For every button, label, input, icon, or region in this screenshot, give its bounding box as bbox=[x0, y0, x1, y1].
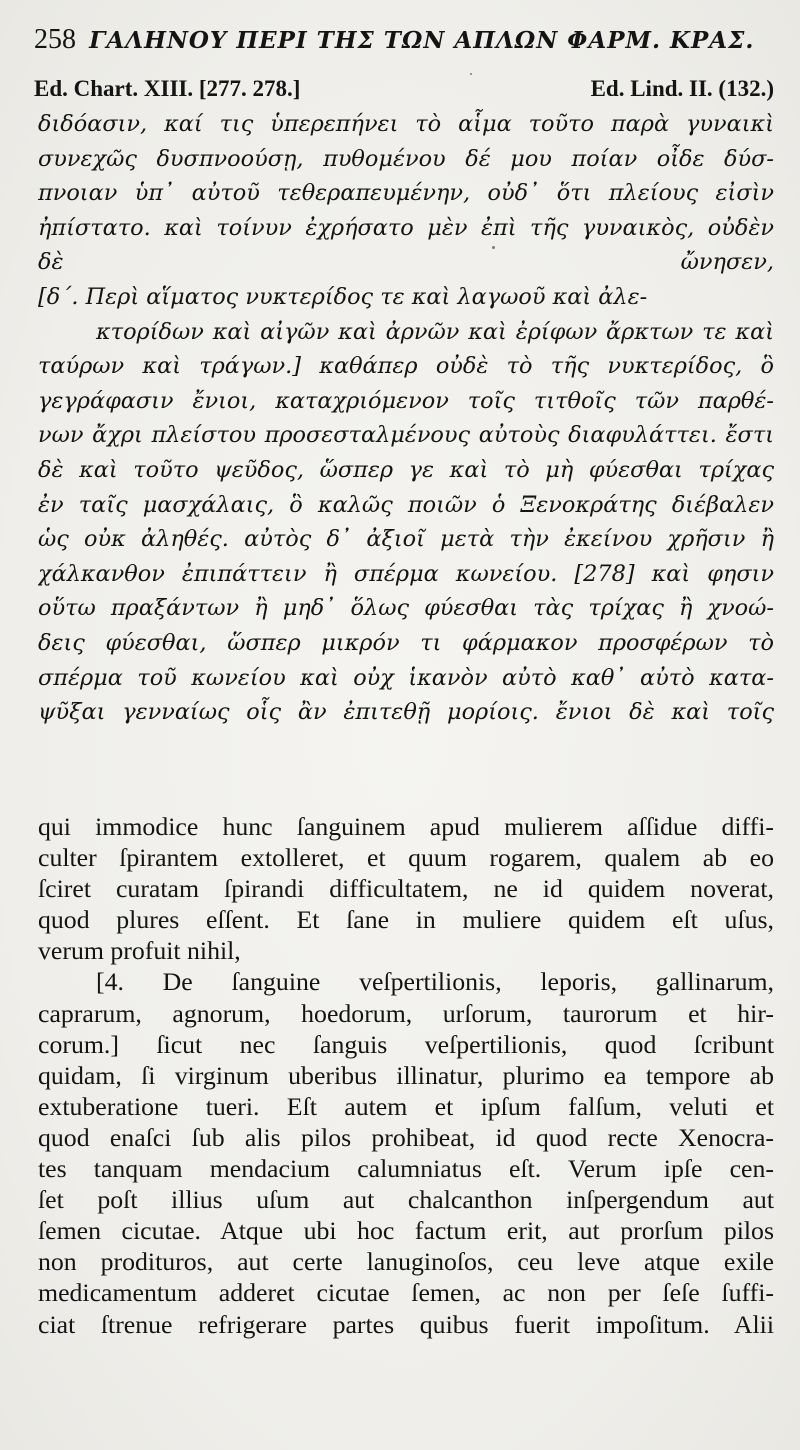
greek-line: συνεχῶς δυσπνοούσῃ, πυθομένου δέ μου ποίαν οἶδε δύσ- bbox=[38, 145, 774, 172]
greek-line: δὲ ὤνησεν, bbox=[38, 249, 774, 276]
greek-line: [δ΄. Περὶ αἵματος νυκτερίδος τε καὶ λαγωοῦ καὶ ἀλε- bbox=[38, 283, 648, 310]
greek-line: ταύρων καὶ τράγων.] καθάπερ οὐδὲ τὸ τῆς νυκτερίδος, ὃ bbox=[38, 353, 774, 380]
greek-line: δεις φύεσθαι, ὥσπερ μικρόν τι φάρμακον προσφέρων τὸ bbox=[38, 629, 774, 656]
latin-line: corum.] ſicut nec ſanguis veſpertilionis, quod ſcribunt bbox=[38, 1029, 774, 1059]
greek-line: χάλκανθον ἐπιπάττειν ἢ σπέρμα κωνείου. [278] καὶ φησιν bbox=[38, 560, 774, 587]
latin-line: ſemen cicutae. Atque ubi hoc factum erit, aut prorſum pilos bbox=[38, 1216, 774, 1246]
greek-line: ὡς οὐκ ἀληθές. αὐτὸς δ᾽ ἀξιοῖ μετὰ τὴν ἐκείνου χρῆσιν ἢ bbox=[38, 526, 774, 553]
greek-line: σπέρμα τοῦ κωνείου καὶ οὐχ ἱκανὸν αὐτὸ καθ᾽ αὐτὸ κατα- bbox=[38, 664, 774, 691]
page-header bbox=[34, 24, 774, 64]
latin-text-block bbox=[38, 811, 774, 1340]
greek-line: πνοιαν ὑπ᾽ αὐτοῦ τεθεραπευμένην, οὐδ᾽ ὅτι πλείους εἰσὶν bbox=[38, 180, 774, 207]
greek-line: οὕτω πραξάντων ἢ μηδ᾽ ὅλως φύεσθαι τὰς τρίχας ἢ χνοώ- bbox=[38, 595, 774, 622]
latin-line: caprarum, agnorum, hoedorum, urſorum, taurorum et hir- bbox=[38, 998, 774, 1028]
latin-line: [4. De ſanguine veſpertilionis, leporis, gallinarum, bbox=[96, 967, 774, 997]
latin-line: ſciret curatam ſpirandi difficultatem, ne id quidem noverat, bbox=[38, 874, 774, 904]
latin-line: quod enaſci ſub alis pilos prohibeat, id quod recte Xenocra- bbox=[38, 1122, 774, 1152]
linden-reference: Ed. Lind. II. (132.) bbox=[590, 76, 774, 101]
greek-line: ἠπίστατο. καὶ τοίνυν ἐχρήσατο μὲν ἐπὶ τῆς γυναικὸς, οὐδὲν bbox=[38, 214, 774, 241]
greek-line: γεγράφασιν ἔνιοι, καταχριόμενον τοῖς τιτθοῖς τῶν παρθέ- bbox=[38, 387, 774, 414]
latin-line: ciat ſtrenue refrigerare partes quibus fuerit impoſitum. Alii bbox=[38, 1309, 774, 1339]
page-number: 258 bbox=[34, 24, 76, 55]
latin-line: quod plures eſſent. Et ſane in muliere quidem eſt uſus, bbox=[38, 905, 774, 935]
ink-speck bbox=[492, 246, 495, 249]
latin-line: non prodituros, aut certe lanuginoſos, ceu leve atque exile bbox=[38, 1247, 774, 1277]
greek-line: ἐν ταῖς μασχάλαις, ὃ καλῶς ποιῶν ὁ Ξενοκράτης διέβαλεν bbox=[38, 491, 774, 518]
edition-references bbox=[34, 76, 774, 106]
chartier-reference: Ed. Chart. XIII. [277. 278.] bbox=[34, 76, 301, 101]
greek-line: ψῦξαι γενναίως οἷς ἂν ἐπιτεθῇ μορίοις. ἔνιοι δὲ καὶ τοῖς bbox=[38, 699, 774, 726]
ghost-text bbox=[760, 740, 761, 741]
greek-line: κτορίδων καὶ αἰγῶν καὶ ἀρνῶν καὶ ἐρίφων ἄρκτων τε καὶ bbox=[96, 318, 774, 345]
latin-line: tes tanquam mendacium calumniatus eſt. Verum ipſe cen- bbox=[38, 1154, 774, 1184]
greek-line: δὲ καὶ τοῦτο ψεῦδος, ὥσπερ γε καὶ τὸ μὴ φύεσθαι τρίχας bbox=[38, 456, 774, 483]
greek-text-block bbox=[38, 107, 774, 730]
greek-line: διδόασιν, καί τις ὑπερεπήνει τὸ αἷμα τοῦτο παρὰ γυναικὶ bbox=[38, 111, 774, 137]
latin-line: qui immodice hunc ſanguinem apud mulierem aſſidue diffi- bbox=[38, 812, 774, 841]
latin-line: verum profuit nihil, bbox=[38, 936, 241, 966]
latin-line: extuberatione tueri. Eſt autem et ipſum falſum, veluti et bbox=[38, 1091, 774, 1121]
ink-speck bbox=[470, 73, 472, 75]
latin-line: culter ſpirantem extolleret, et quum rogarem, qualem ab eo bbox=[38, 843, 774, 873]
greek-line: νων ἄχρι πλείστου προσεσταλμένους αὐτοὺς διαφυλάττει. ἔστι bbox=[38, 422, 774, 449]
running-title: ΓΑΛΗΝΟΥ ΠΕΡΙ ΤΗΣ ΤΩΝ ΑΠΛΩΝ ΦΑΡΜ. ΚΡΑΣ. bbox=[89, 27, 755, 54]
latin-line: quidam, ſi virginum uberibus illinatur, plurimo ea tempore ab bbox=[38, 1060, 774, 1090]
latin-line: medicamentum adderet cicutae ſemen, ac non per ſeſe ſuffi- bbox=[38, 1278, 774, 1308]
latin-line: ſet poſt illius uſum aut chalcanthon inſpergendum aut bbox=[38, 1185, 774, 1215]
